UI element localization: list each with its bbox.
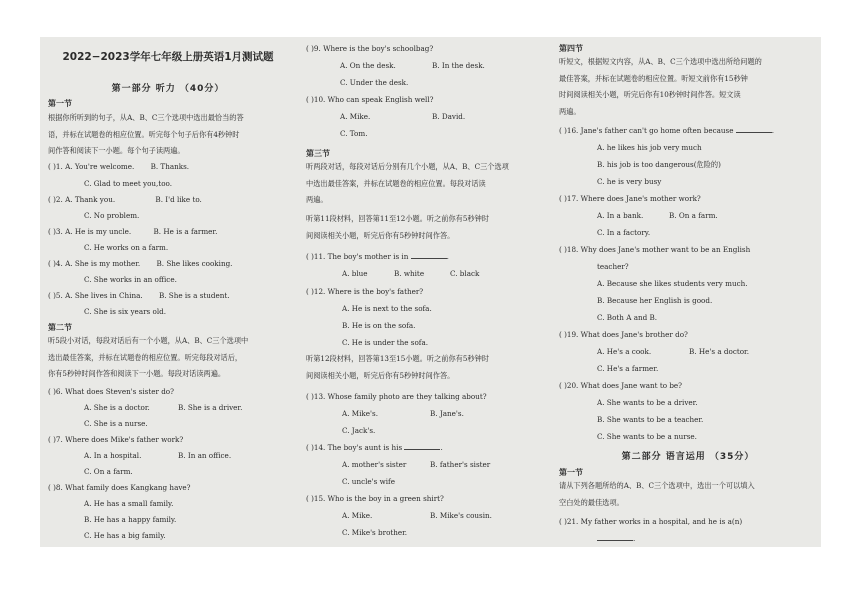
q18-option-a: A. Because she likes students very much. [597,279,748,288]
question-18: ( )18. Why does Jane's mother want to be an English [559,245,751,254]
q4-option-c: C. She works in an office. [84,275,177,284]
question-1: ( )1. A. You're welcome. B. Thanks. [48,162,190,171]
question-17: ( )17. Where does Jane's mother work? [559,194,701,203]
q6-options: A. She is a doctor. B. She is a driver. [84,403,243,412]
question-4: ( )4. A. She is my mother. B. She likes cooking. [48,259,233,268]
question-8: ( )8. What family does Kangkang have? [48,483,191,492]
question-12: ( )12. Where is the boy's father? [306,287,424,296]
question-19: ( )19. What does Jane's brother do? [559,330,688,339]
q20-option-c: C. She wants to be a nurse. [597,432,697,441]
q14-options: A. mother's sister B. father's sister [342,460,491,469]
section1-instructions: 根据你所听到的句子，从A、B、C三个选项中选出最恰当的答 语，并标在试题卷的相应位置。听完每个句子后你有4秒钟时 间作答和阅读下一小题。每个句子读两遍。 [48,113,244,155]
question-6: ( )6. What does Steven's sister do? [48,387,174,396]
q12-option-b: B. He is on the sofa. [342,321,416,330]
q12-option-c: C. He is under the sofa. [342,338,429,347]
section1-label: 第一节 [48,99,72,108]
section4-label: 第四节 [559,44,583,53]
q10-option-c: C. Tom. [340,129,368,138]
q16-option-a: A. he likes his job very much [597,143,702,152]
question-3: ( )3. A. He is my uncle. B. He is a farmer. [48,227,218,236]
question-10: ( )10. Who can speak English well? [306,95,434,104]
q7-option-c: C. On a farm. [84,467,133,476]
part2-heading: 第二部分 语言运用 （35分） [621,452,755,462]
q20-option-a: A. She wants to be a driver. [597,398,698,407]
section4-instructions: 听短文，根据短文内容，从A、B、C三个选项中选出所给问题的 最佳答案，并标在试题卷的相应位置。听短文前你有15秒钟 时间阅读相关小题，听完后你有10秒钟时间作答。短文读 两遍。 [559,57,762,116]
q2-option-c: C. No problem. [84,211,140,220]
dialogue-11-instructions: 听第11段材料，回答第11至12小题。听之前你有5秒钟时 间阅读相关小题，听完后你有5秒钟时间作答。 [306,214,489,240]
q16-option-b: B. his job is too dangerous(危险的) [597,160,721,169]
part1-heading: 第一部分 听力 （40分） [111,84,225,94]
q13-options: A. Mike's. B. Jane's. [342,409,464,418]
q10-options: A. Mike. B. David. [340,112,466,121]
q3-option-c: C. He works on a farm. [84,243,169,252]
q11-options: A. blue B. white C. black [342,269,480,278]
question-21: ( )21. My father works in a hospital, and he is a(n) [559,517,743,526]
question-7: ( )7. Where does Mike's father work? [48,435,184,444]
q15-options: A. Mike. B. Mike's cousin. [342,511,492,520]
q17-option-c: C. In a factory. [597,228,651,237]
q18-option-b: B. Because her English is good. [597,296,713,305]
q16-option-c: C. he is very busy [597,177,662,186]
section3-instructions: 听两段对话，每段对话后分别有几个小题，从A、B、C三个选项 中选出最佳答案，并标在试题卷的相应位置。每段对话读 两遍。 [306,162,509,204]
section2-instructions: 听5段小对话，每段对话后有一个小题，从A、B、C三个选项中 选出最佳答案，并标在试题卷的相应位置。听完每段对话后， 你有5秒钟时间作答和阅读下一小题。每段对话读两遍。 [48,336,249,378]
q9-option-c: C. Under the desk. [340,78,409,87]
section2-label: 第二节 [48,323,72,332]
question-13: ( )13. Whose family photo are they talking about? [306,392,487,401]
q19-option-c: C. He's a farmer. [597,364,659,373]
question-11: ( )11. The boy's mother is in . [306,252,449,261]
q18-question-cont: teacher? [597,262,629,271]
exam-sheet [40,37,821,547]
answer-blank [404,449,440,450]
q15-option-c: C. Mike's brother. [342,528,408,537]
q21-blank-line: . [597,534,635,543]
question-5: ( )5. A. She lives in China. B. She is a student. [48,291,230,300]
question-2: ( )2. A. Thank you. B. I'd like to. [48,195,202,204]
q19-options: A. He's a cook. B. He's a doctor. [597,347,749,356]
q6-option-c: C. She is a nurse. [84,419,148,428]
answer-blank [597,540,633,541]
q12-option-a: A. He is next to the sofa. [342,304,432,313]
part2-section1-instructions: 请从下列各题所给的A、B、C三个选项中，选出一个可以填入 空白处的最佳选项。 [559,481,755,507]
q8-option-b: B. He has a happy family. [84,515,177,524]
question-9: ( )9. Where is the boy's schoolbag? [306,44,434,53]
q9-options: A. On the desk. B. In the desk. [340,61,485,70]
answer-blank [411,258,447,259]
section3-label: 第三节 [306,149,330,158]
q18-option-c: C. Both A and B. [597,313,658,322]
dialogue-12-instructions: 听第12段材料，回答第13至15小题。听之前你有5秒钟时 间阅读相关小题，听完后你有5秒钟时间作答。 [306,354,489,380]
question-20: ( )20. What does Jane want to be? [559,381,683,390]
question-15: ( )15. Who is the boy in a green shirt? [306,494,444,503]
q8-option-c: C. He has a big family. [84,531,166,540]
answer-blank [736,132,772,133]
q17-options: A. In a bank. B. On a farm. [597,211,718,220]
q8-option-a: A. He has a small family. [84,499,174,508]
q5-option-c: C. She is six years old. [84,307,167,316]
q14-option-c: C. uncle's wife [342,477,395,486]
q1-option-c: C. Glad to meet you,too. [84,179,173,188]
q20-option-b: B. She wants to be a teacher. [597,415,704,424]
question-16: ( )16. Jane's father can't go home often because . [559,126,775,135]
q13-option-c: C. Jack's. [342,426,376,435]
part2-section1-label: 第一节 [559,468,583,477]
exam-title: 2022−2023学年七年级上册英语1月测试题 [62,51,274,63]
question-14: ( )14. The boy's aunt is his . [306,443,443,452]
q7-options: A. In a hospital. B. In an office. [84,451,232,460]
